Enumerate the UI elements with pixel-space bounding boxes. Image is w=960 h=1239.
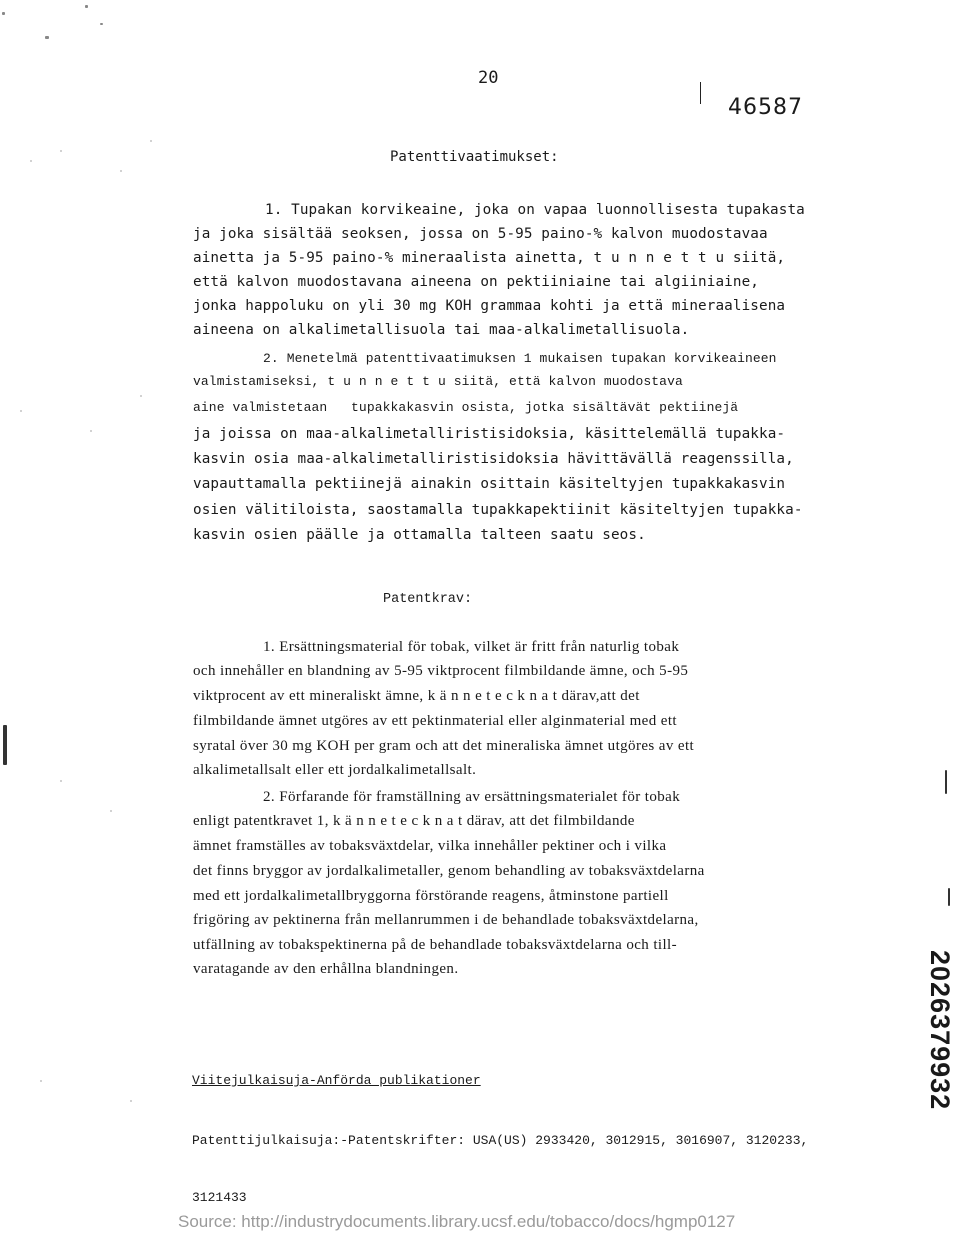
finnish-line: että kalvon muodostavana aineena on pektiiniaine tai algiiniaine, bbox=[193, 274, 759, 290]
swedish-line: ämnet framställes av tobaksväxtdelar, vilka innehåller pektiner och i vilka bbox=[193, 838, 667, 854]
swedish-line: och innehåller en blandning av 5-95 viktprocent filmbildande ämne, och 5-95 bbox=[193, 663, 689, 679]
swedish-line: enligt patentkravet 1, k ä n n e t e c k n a t därav, att det filmbildande bbox=[193, 813, 635, 829]
finnish-line: kasvin osia maa-alkalimetalliristisidoksia hävittävällä reagenssilla, bbox=[193, 451, 794, 467]
swedish-line: viktprocent av ett mineraliskt ämne, k ä n n e t e c k n a t därav,att det bbox=[193, 688, 640, 704]
finnish-line: aine valmistetaan tupakkakasvin osista, jotka sisältävät pektiinejä bbox=[193, 400, 739, 415]
swedish-line: det finns bryggor av jordalkalimetaller, genom behandling av tobaksväxtdelarna bbox=[193, 863, 705, 879]
margin-mark bbox=[700, 82, 701, 104]
swedish-line: 2. Förfarande för framställning av ersättningsmaterialet för tobak bbox=[263, 789, 681, 805]
swedish-heading: Patentkrav: bbox=[383, 592, 473, 607]
swedish-line: alkalimetallsalt eller ett jordalkalimetallsalt. bbox=[193, 762, 477, 778]
references-line: 3121433 bbox=[192, 1190, 247, 1205]
swedish-line: 1. Ersättningsmaterial för tobak, vilket är fritt från naturlig tobak bbox=[263, 639, 680, 655]
finnish-line: aineena on alkalimetallisuola tai maa-alkalimetallisuola. bbox=[193, 322, 690, 338]
swedish-line: utfällning av tobakspektinerna på de behandlade tobaksväxtdelarna och till- bbox=[193, 937, 678, 953]
swedish-line: med ett jordalkalimetallbryggorna förstörande reagens, åtminstone partiell bbox=[193, 888, 669, 904]
finnish-line: valmistamiseksi, t u n n e t t u siitä, että kalvon muodostava bbox=[193, 374, 683, 389]
finnish-line: 1. Tupakan korvikeaine, joka on vapaa luonnollisesta tupakasta bbox=[265, 202, 805, 218]
swedish-line: filmbildande ämnet utgöres av ett pektinmaterial eller alginmaterial med ett bbox=[193, 713, 677, 729]
source-footer: Source: http://industrydocuments.library.ucsf.edu/tobacco/docs/hgmp0127 bbox=[178, 1212, 736, 1231]
finnish-line: kasvin osien päälle ja ottamalla talteen saatu seos. bbox=[193, 527, 646, 543]
page-number: 20 bbox=[478, 68, 499, 88]
finnish-line: vapauttamalla pektiinejä ainakin osittain käsiteltyjen tupakkakasvin bbox=[193, 476, 786, 492]
references-line: Patenttijulkaisuja:-Patentskrifter: USA(US) 2933420, 3012915, 3016907, 3120233, bbox=[192, 1133, 809, 1148]
references bbox=[192, 1033, 808, 1226]
document-number: 46587 bbox=[728, 95, 803, 120]
finnish-line: ja joka sisältää seoksen, jossa on 5-95 paino-% kalvon muodostavaa bbox=[193, 226, 768, 242]
swedish-line: varatagande av den erhållna blandningen. bbox=[193, 961, 459, 977]
finnish-line: 2. Menetelmä patenttivaatimuksen 1 mukaisen tupakan korvikeaineen bbox=[263, 351, 777, 366]
finnish-heading: Patenttivaatimukset: bbox=[390, 149, 559, 165]
finnish-line: ja joissa on maa-alkalimetalliristisidoksia, käsittelemällä tupakka- bbox=[193, 426, 786, 442]
finnish-line: ainetta ja 5-95 paino-% mineraalista ainetta, t u n n e t t u siitä, bbox=[193, 250, 786, 266]
references-heading: Viitejulkaisuja-Anförda publikationer bbox=[192, 1073, 481, 1088]
finnish-line: osien välitiloista, saostamalla tupakkapektiinit käsiteltyjen tupakka- bbox=[193, 502, 803, 518]
finnish-line: jonka happoluku on yli 30 mg KOH grammaa kohti ja että mineraalisena bbox=[193, 298, 786, 314]
swedish-line: frigöring av pektinerna från mellanrummen i de behandlade tobaksväxtdelarna, bbox=[193, 912, 699, 928]
vertical-document-id: 2026379932 bbox=[925, 950, 955, 1111]
swedish-line: syratal över 30 mg KOH per gram och att det mineraliska ämnet utgöres av ett bbox=[193, 738, 695, 754]
